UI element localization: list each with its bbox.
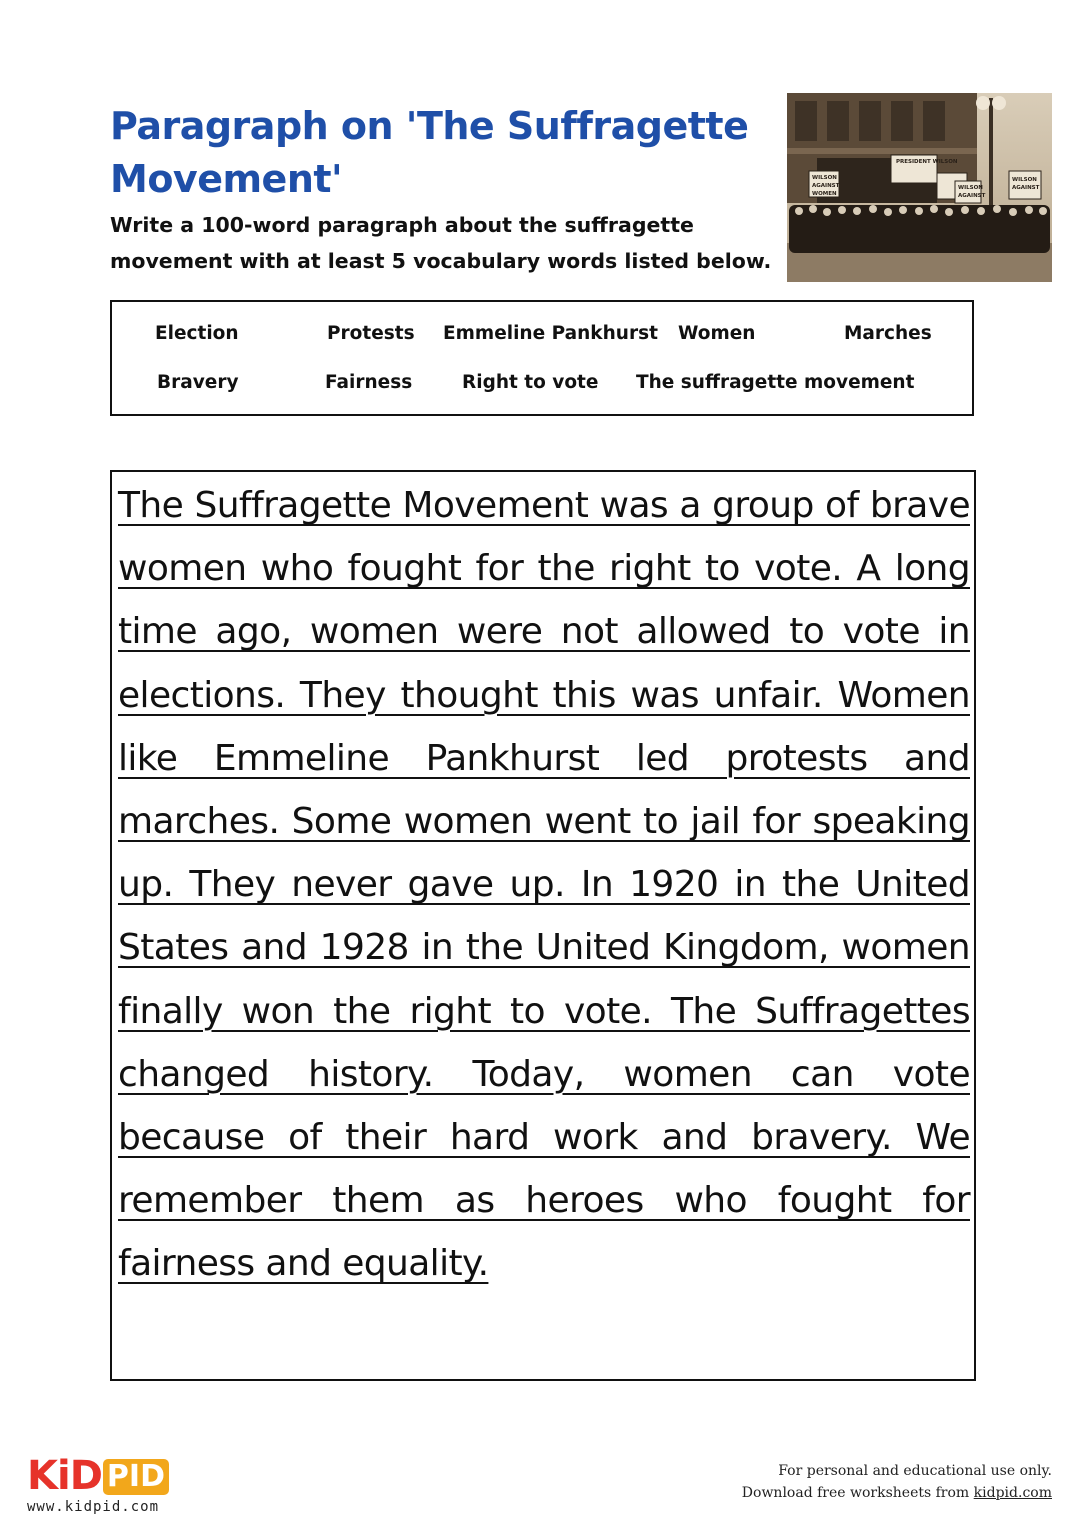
title-line-1: Paragraph on 'The Suffragette: [110, 104, 749, 148]
vocab-word: Bravery: [157, 372, 239, 393]
photo-sign-text: WOMEN: [812, 191, 837, 197]
photo-sign-text: WILSON: [1012, 177, 1037, 183]
vocab-word: Women: [678, 323, 756, 344]
paragraph-box: [110, 470, 976, 1381]
photo-sign-text: AGAINST: [812, 183, 840, 189]
photo-sign-text: AGAINST: [958, 193, 986, 199]
vocab-word: Emmeline Pankhurst: [443, 323, 658, 344]
title-line-2: Movement': [110, 157, 343, 201]
footer-notice: [742, 1460, 1052, 1504]
photo-sign-text: PRESIDENT WILSON: [896, 159, 958, 165]
photo-sign-text: AGAINST: [1012, 185, 1040, 191]
logo-kid-text: KiD: [27, 1453, 102, 1499]
vocab-word: The suffragette movement: [636, 372, 915, 393]
logo-pid-text: PID: [103, 1459, 169, 1495]
footer-line-2-text: Download free worksheets from: [741, 1485, 974, 1501]
footer-kidpid-link[interactable]: kidpid.com: [973, 1485, 1052, 1501]
vocab-word: Protests: [327, 323, 415, 344]
vocab-word: Fairness: [325, 372, 413, 393]
instructions-line-1: Write a 100-word paragraph about the suffragette: [110, 213, 694, 237]
instructions: [110, 207, 800, 279]
vocab-word: Election: [155, 323, 239, 344]
instructions-line-2: movement with at least 5 vocabulary words listed below.: [110, 249, 772, 273]
footer-line-1: For personal and educational use only.: [778, 1463, 1052, 1479]
photo-sign-text: WILSON: [812, 175, 837, 181]
suffragette-protest-photo: [787, 93, 1052, 282]
kidpid-logo: [27, 1455, 169, 1497]
vocab-word: Right to vote: [462, 372, 599, 393]
written-paragraph: The Suffragette Movement was a group of brave women who fought for the right to vote. A long time ago, women were not allowed to vote in elections. They thought this was unfair. Women like Emmeline Pankhurst led protests and marches. Some women went to jail for speaking up. They never gave up. In 1920 in the United States and 1928 in the United Kingdom, women finally won the right to vote. The Suffragettes changed history. Today, women can vote because of their hard work and bravery. We remember them as heroes who fought for fairness and equality.: [118, 485, 970, 1285]
logo-website: www.kidpid.com: [27, 1499, 160, 1515]
vocab-word: Marches: [844, 323, 932, 344]
photo-sign-text: WILSON: [958, 185, 983, 191]
footer-line-2: [742, 1482, 1052, 1504]
vocabulary-box: [110, 300, 974, 416]
worksheet-title: [110, 100, 770, 206]
protest-photo-illustration: [787, 93, 1052, 282]
